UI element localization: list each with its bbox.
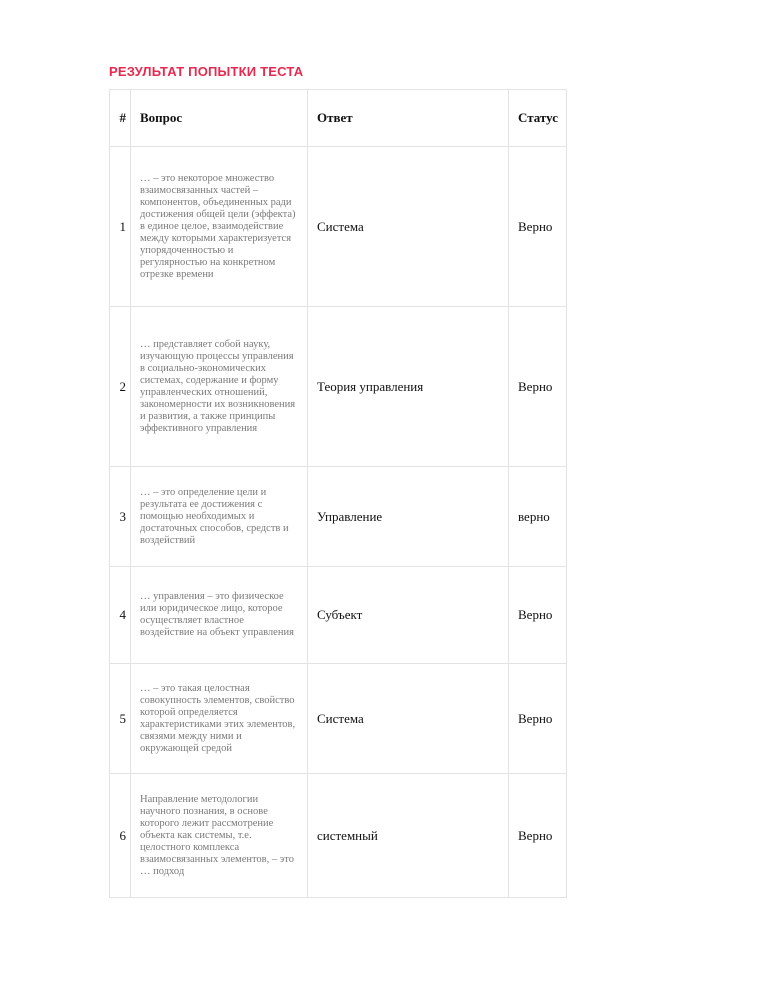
status-text: Верно <box>509 774 567 898</box>
table-row <box>110 467 567 567</box>
header-answer: Ответ <box>308 90 509 147</box>
status-text: Верно <box>509 147 567 307</box>
header-number: # <box>110 90 131 147</box>
answer-text: Теория управления <box>308 307 509 467</box>
table-row <box>110 774 567 898</box>
status-text: верно <box>509 467 567 567</box>
question-text: … – это некоторое множество взаимосвязанных частей – компонентов, объединенных ради достижения общей цели (эффекта) в единое целое, взаимодействие между которыми характеризуется упорядоченностью и регулярностью на конкретном отрезке времени <box>131 147 308 307</box>
question-text: … представляет собой науку, изучающую процессы управления в социально-экономических системах, содержание и форму управленческих отношений, закономерности их возникновения и развития, а также принципы эффективного управления <box>131 307 308 467</box>
header-status: Статус <box>509 90 567 147</box>
row-number: 3 <box>110 467 131 567</box>
row-number: 2 <box>110 307 131 467</box>
answer-text: Субъект <box>308 567 509 664</box>
row-number: 1 <box>110 147 131 307</box>
table-row <box>110 307 567 467</box>
results-table <box>109 89 567 898</box>
answer-text: Система <box>308 664 509 774</box>
row-number: 4 <box>110 567 131 664</box>
status-text: Верно <box>509 567 567 664</box>
header-question: Вопрос <box>131 90 308 147</box>
question-text: … управления – это физическое или юридическое лицо, которое осуществляет властное воздействие на объект управления <box>131 567 308 664</box>
table-row <box>110 664 567 774</box>
table-row <box>110 567 567 664</box>
question-text: Направление методологии научного познания, в основе которого лежит рассмотрение объекта как системы, т.е. целостного комплекса взаимосвязанных элементов, – это … подход <box>131 774 308 898</box>
question-text: … – это такая целостная совокупность элементов, свойство которой определяется характеристиками этих элементов, связями между ними и окружающей средой <box>131 664 308 774</box>
answer-text: Управление <box>308 467 509 567</box>
question-text: … – это определение цели и результата ее достижения с помощью необходимых и достаточных способов, средств и воздействий <box>131 467 308 567</box>
answer-text: Система <box>308 147 509 307</box>
page-title: РЕЗУЛЬТАТ ПОПЫТКИ ТЕСТА <box>109 64 304 79</box>
row-number: 6 <box>110 774 131 898</box>
status-text: Верно <box>509 664 567 774</box>
table-row <box>110 147 567 307</box>
answer-text: системный <box>308 774 509 898</box>
row-number: 5 <box>110 664 131 774</box>
status-text: Верно <box>509 307 567 467</box>
table-header-row <box>110 90 567 147</box>
